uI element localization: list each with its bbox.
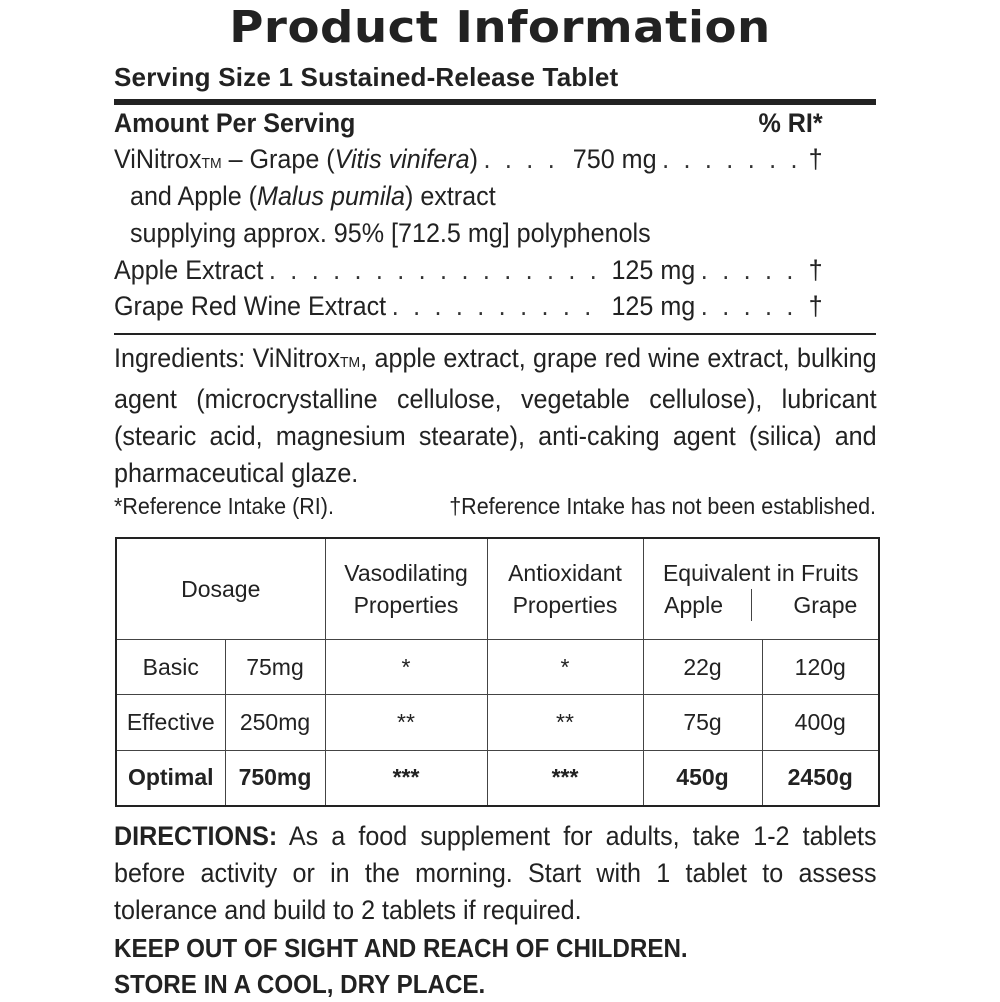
table-row	[116, 695, 879, 750]
page-title: Product Information	[229, 2, 771, 53]
grape-subheader: Grape	[793, 592, 858, 619]
serving-size: Serving Size 1 Sustained-Release Tablet	[114, 62, 619, 92]
dosage-level: Basic	[116, 640, 225, 695]
ri-header-label: % RI*	[758, 108, 823, 138]
vasodilating-rating: *	[325, 640, 487, 695]
apple-subheader: Apple	[664, 589, 752, 621]
grape-equivalent: 400g	[794, 709, 846, 736]
directions-label: DIRECTIONS:	[114, 821, 278, 851]
continuation-text: and Apple (Malus pumila) extract	[130, 181, 496, 211]
dosage-level: Effective	[116, 695, 225, 750]
apple-equivalent: 450g	[644, 751, 763, 805]
dosage-header: Dosage	[116, 538, 325, 640]
nutrient-name: Apple Extract	[114, 255, 264, 285]
dosage-table-header	[116, 538, 879, 640]
dot-leader	[269, 255, 606, 286]
nutrient-amount: 125 mg	[611, 291, 696, 321]
ri-footnote: *Reference Intake (RI).	[114, 493, 334, 519]
grape-equivalent: 2450g	[787, 764, 853, 791]
section-divider	[114, 333, 876, 335]
fruit-equivalents	[643, 695, 879, 750]
apple-equivalent: 75g	[644, 695, 763, 749]
vasodilating-header: Vasodilating Properties	[325, 538, 487, 640]
table-row	[116, 750, 879, 806]
dosage-level: Optimal	[116, 750, 225, 806]
dot-leader	[662, 144, 803, 175]
antioxidant-rating: **	[487, 695, 643, 750]
antioxidant-header: Antioxidant Properties	[487, 538, 643, 640]
nutrient-ri: †	[808, 255, 823, 285]
header-divider	[114, 99, 876, 105]
vasodilating-rating: **	[325, 695, 487, 750]
directions-text: As a food supplement for adults, take 1-2 tablets before activity or in the morning. Start with 1 tablet to assess tolerance and build to 2 tablets if required.	[114, 821, 877, 925]
fruit-equivalents	[643, 640, 879, 695]
dot-leader	[484, 144, 568, 175]
amount-header-row	[114, 108, 823, 142]
nutrient-ri: †	[808, 291, 823, 321]
directions-paragraph	[114, 818, 877, 929]
fruits-header	[643, 538, 879, 640]
ingredients-paragraph: Ingredients: ViNitroxTM, apple extract, grape red wine extract, bulking agent (microcrystalline cellulose, vegetable cellulose), lubricant (stearic acid, magnesium stearate), anti-caking agent (silica) and pharmaceutical glaze.	[114, 343, 877, 488]
dosage-amount: 75mg	[225, 640, 325, 695]
nutrient-ri: †	[808, 144, 823, 174]
nutrient-amount: 750 mg	[572, 144, 657, 174]
continuation-text: supplying approx. 95% [712.5 mg] polyphenols	[130, 218, 651, 248]
nutrient-name: ViNitroxTM – Grape (Vitis vinifera)	[114, 144, 478, 174]
nutrient-name: Grape Red Wine Extract	[114, 291, 387, 321]
dosage-table	[115, 537, 880, 807]
dot-leader	[392, 291, 606, 322]
nutrient-row-grape	[114, 291, 823, 325]
dot-leader	[701, 255, 803, 286]
vasodilating-rating: ***	[325, 750, 487, 806]
dot-leader	[701, 291, 803, 322]
grape-equivalent: 120g	[794, 653, 846, 680]
dosage-amount: 750mg	[225, 750, 325, 806]
warning-storage: STORE IN A COOL, DRY PLACE.	[114, 969, 486, 999]
not-established-footnote: †Reference Intake has not been established.	[449, 493, 877, 519]
antioxidant-rating: ***	[487, 750, 643, 806]
nutrient-amount: 125 mg	[611, 255, 696, 285]
nutrient-row-vinitrox	[114, 144, 823, 178]
nutrient-row-apple	[114, 255, 823, 289]
antioxidant-rating: *	[487, 640, 643, 695]
amount-per-serving-label: Amount Per Serving	[114, 108, 356, 138]
apple-equivalent: 22g	[644, 640, 763, 694]
nutrient-continuation	[130, 181, 839, 215]
fruits-title: Equivalent in Fruits	[662, 560, 859, 587]
dosage-amount: 250mg	[225, 695, 325, 750]
warnings	[114, 930, 951, 1002]
nutrient-continuation	[130, 218, 839, 252]
fruit-equivalents	[643, 750, 879, 806]
fruits-subheaders	[644, 589, 879, 621]
table-row	[116, 640, 879, 695]
warning-children: KEEP OUT OF SIGHT AND REACH OF CHILDREN.	[114, 933, 688, 963]
footnotes	[114, 493, 876, 520]
